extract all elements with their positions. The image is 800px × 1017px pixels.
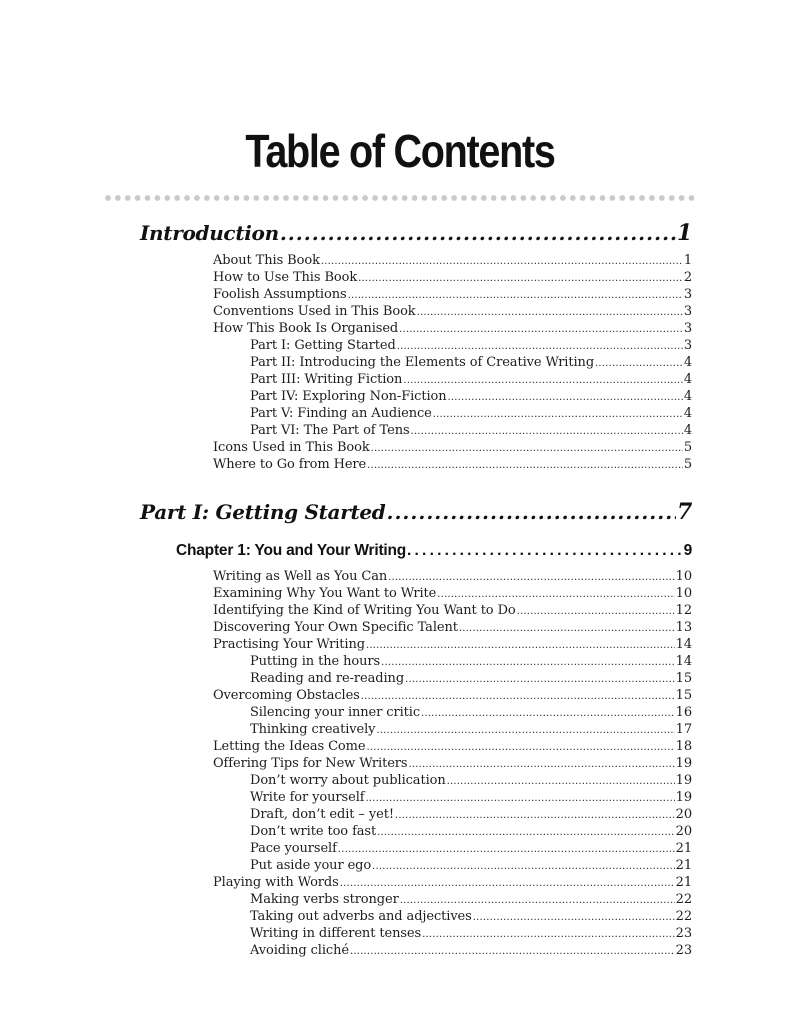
entry-page-number: 20 — [675, 807, 692, 822]
toc-subentry[interactable] — [250, 773, 692, 788]
dot-leader — [447, 773, 675, 788]
entry-title: Examining Why You Want to Write — [213, 586, 437, 601]
toc-subentry[interactable] — [250, 423, 692, 438]
dot-leader — [387, 500, 676, 524]
dot-leader — [338, 841, 675, 856]
toc-entry[interactable] — [213, 637, 692, 652]
entry-title: Playing with Words — [213, 875, 339, 890]
entry-title: Writing as Well as You Can — [213, 569, 388, 584]
entry-title: Offering Tips for New Writers — [213, 756, 408, 771]
entry-page-number: 22 — [675, 892, 692, 907]
toc-subentry[interactable] — [250, 671, 692, 686]
entry-title: Writing in different tenses — [250, 926, 422, 941]
dot-leader — [399, 321, 683, 336]
entry-title: Letting the Ideas Come — [213, 739, 366, 754]
entry-title: Part IV: Exploring Non-Fiction — [250, 389, 447, 404]
entry-title: Part V: Finding an Audience — [250, 406, 432, 421]
dot-leader — [517, 603, 675, 618]
toc-chapter-1[interactable] — [176, 542, 692, 560]
toc-subentry[interactable] — [250, 858, 692, 873]
entry-page-number: 3 — [683, 287, 692, 302]
toc-subentry[interactable] — [250, 892, 692, 907]
toc-subentry[interactable] — [250, 372, 692, 387]
toc-entry[interactable] — [213, 688, 692, 703]
dot-leader — [280, 221, 676, 245]
toc-subentry[interactable] — [250, 824, 692, 839]
chapter-page-number: 9 — [683, 542, 692, 559]
entry-title: Foolish Assumptions — [213, 287, 347, 302]
dot-leader — [340, 875, 675, 890]
dot-leader — [422, 926, 675, 941]
entry-title: Write for yourself — [250, 790, 365, 805]
entry-title: Pace yourself — [250, 841, 337, 856]
dot-leader — [407, 542, 683, 560]
dot-leader — [376, 722, 674, 737]
entry-title: Silencing your inner critic — [250, 705, 421, 720]
entry-title: Identifying the Kind of Writing You Want to Do — [213, 603, 516, 618]
toc-subentry[interactable] — [250, 654, 692, 669]
entry-title: Where to Go from Here — [213, 457, 367, 472]
toc-subentry[interactable] — [250, 338, 692, 353]
entry-title: Making verbs stronger — [250, 892, 399, 907]
entry-page-number: 17 — [675, 722, 692, 737]
toc-part-introduction[interactable] — [140, 220, 692, 246]
toc-subentry[interactable] — [250, 841, 692, 856]
dot-leader — [365, 790, 674, 805]
entry-page-number: 23 — [675, 926, 692, 941]
dot-leader — [459, 620, 675, 635]
entry-title: Overcoming Obstacles — [213, 688, 360, 703]
dot-leader — [367, 457, 683, 472]
entry-title: Discovering Your Own Specific Talent — [213, 620, 458, 635]
dot-leader — [361, 688, 675, 703]
toc-subentry[interactable] — [250, 722, 692, 737]
dot-leader — [403, 372, 683, 387]
toc-entry[interactable] — [213, 739, 692, 754]
dot-leader — [366, 637, 675, 652]
page-title: Table of Contents — [245, 125, 555, 177]
toc-entry[interactable] — [213, 457, 692, 472]
toc-entry[interactable] — [213, 287, 692, 302]
entry-title: Icons Used in This Book — [213, 440, 370, 455]
entry-page-number: 1 — [683, 253, 692, 268]
toc-subentry[interactable] — [250, 389, 692, 404]
entry-page-number: 10 — [675, 569, 692, 584]
entry-title: Thinking creatively — [250, 722, 376, 737]
entry-page-number: 5 — [683, 440, 692, 455]
entry-page-number: 22 — [675, 909, 692, 924]
toc-subentry[interactable] — [250, 943, 692, 958]
dot-leader — [377, 824, 675, 839]
entry-title: Putting in the hours — [250, 654, 381, 669]
dot-leader — [358, 270, 683, 285]
dot-leader — [321, 253, 683, 268]
entry-page-number: 4 — [683, 355, 692, 370]
dot-leader — [473, 909, 675, 924]
entry-page-number: 19 — [675, 773, 692, 788]
entry-page-number: 14 — [675, 637, 692, 652]
entry-page-number: 4 — [683, 406, 692, 421]
toc-entry[interactable] — [213, 620, 692, 635]
entry-page-number: 4 — [683, 423, 692, 438]
dot-leader — [433, 406, 683, 421]
entry-page-number: 10 — [675, 586, 692, 601]
dot-leader — [448, 389, 683, 404]
dot-leader — [395, 807, 675, 822]
entry-title: Practising Your Writing — [213, 637, 365, 652]
entry-page-number: 21 — [675, 875, 692, 890]
entry-title: Part I: Getting Started — [250, 338, 396, 353]
entry-page-number: 19 — [675, 790, 692, 805]
dot-leader — [348, 287, 683, 302]
part-page-number: 1 — [676, 220, 692, 246]
entry-title: Part II: Introducing the Elements of Creative Writing — [250, 355, 595, 370]
toc-entry[interactable] — [213, 586, 692, 601]
dot-leader — [595, 355, 683, 370]
toc-subentry[interactable] — [250, 909, 692, 924]
entry-page-number: 15 — [675, 688, 692, 703]
dot-leader — [372, 858, 675, 873]
dot-leader — [400, 892, 675, 907]
entry-page-number: 16 — [675, 705, 692, 720]
toc-subentry[interactable] — [250, 790, 692, 805]
part-title: Part I: Getting Started — [140, 500, 386, 524]
entry-title: How to Use This Book — [213, 270, 358, 285]
toc-entry[interactable] — [213, 756, 692, 771]
entry-page-number: 18 — [675, 739, 692, 754]
entry-title: Taking out adverbs and adjectives — [250, 909, 472, 924]
entry-page-number: 20 — [675, 824, 692, 839]
dot-leader — [350, 943, 675, 958]
entry-page-number: 19 — [675, 756, 692, 771]
dot-leader — [381, 654, 675, 669]
entry-page-number: 12 — [675, 603, 692, 618]
entry-title: Put aside your ego — [250, 858, 372, 873]
toc-subentry[interactable] — [250, 926, 692, 941]
toc-subentry[interactable] — [250, 355, 692, 370]
entry-page-number: 3 — [683, 304, 692, 319]
entry-page-number: 4 — [683, 372, 692, 387]
toc-entry[interactable] — [213, 875, 692, 890]
toc-entry[interactable] — [213, 603, 692, 618]
toc-entry[interactable] — [213, 304, 692, 319]
dot-leader — [417, 304, 683, 319]
dot-leader — [388, 569, 674, 584]
toc-entry[interactable] — [213, 321, 692, 336]
part-page-number: 7 — [676, 499, 692, 525]
dot-leader — [366, 739, 674, 754]
entry-page-number: 2 — [683, 270, 692, 285]
entry-page-number: 5 — [683, 457, 692, 472]
entry-page-number: 14 — [675, 654, 692, 669]
entry-title: Don’t write too fast — [250, 824, 377, 839]
entry-title: How This Book Is Organised — [213, 321, 399, 336]
entry-page-number: 3 — [683, 321, 692, 336]
dot-leader — [437, 586, 674, 601]
dotted-divider — [103, 194, 697, 202]
entry-page-number: 23 — [675, 943, 692, 958]
dot-leader — [405, 671, 675, 686]
entry-page-number: 21 — [675, 858, 692, 873]
toc-entry[interactable] — [213, 270, 692, 285]
part-title: Introduction — [140, 221, 279, 245]
entry-title: Reading and re-reading — [250, 671, 405, 686]
entry-title: Don’t worry about publication — [250, 773, 446, 788]
entry-title: About This Book — [213, 253, 320, 268]
toc-subentry[interactable] — [250, 705, 692, 720]
dot-leader — [371, 440, 683, 455]
entry-page-number: 4 — [683, 389, 692, 404]
toc-entry[interactable] — [213, 440, 692, 455]
entry-title: Conventions Used in This Book — [213, 304, 416, 319]
toc-entry[interactable] — [213, 569, 692, 584]
dot-leader — [411, 423, 683, 438]
entry-page-number: 21 — [675, 841, 692, 856]
entry-title: Draft, don’t edit – yet! — [250, 807, 394, 822]
chapter-title: Chapter 1: You and Your Writing — [176, 542, 407, 559]
entry-title: Part III: Writing Fiction — [250, 372, 403, 387]
toc-subentry[interactable] — [250, 807, 692, 822]
entry-title: Avoiding cliché — [250, 943, 349, 958]
entry-page-number: 15 — [675, 671, 692, 686]
entry-page-number: 13 — [675, 620, 692, 635]
toc-part-1[interactable] — [140, 499, 692, 525]
toc-subentry[interactable] — [250, 406, 692, 421]
dot-leader — [421, 705, 675, 720]
entry-page-number: 3 — [683, 338, 692, 353]
entry-title: Part VI: The Part of Tens — [250, 423, 410, 438]
dot-leader — [409, 756, 675, 771]
dot-leader — [397, 338, 683, 353]
toc-entry[interactable] — [213, 253, 692, 268]
